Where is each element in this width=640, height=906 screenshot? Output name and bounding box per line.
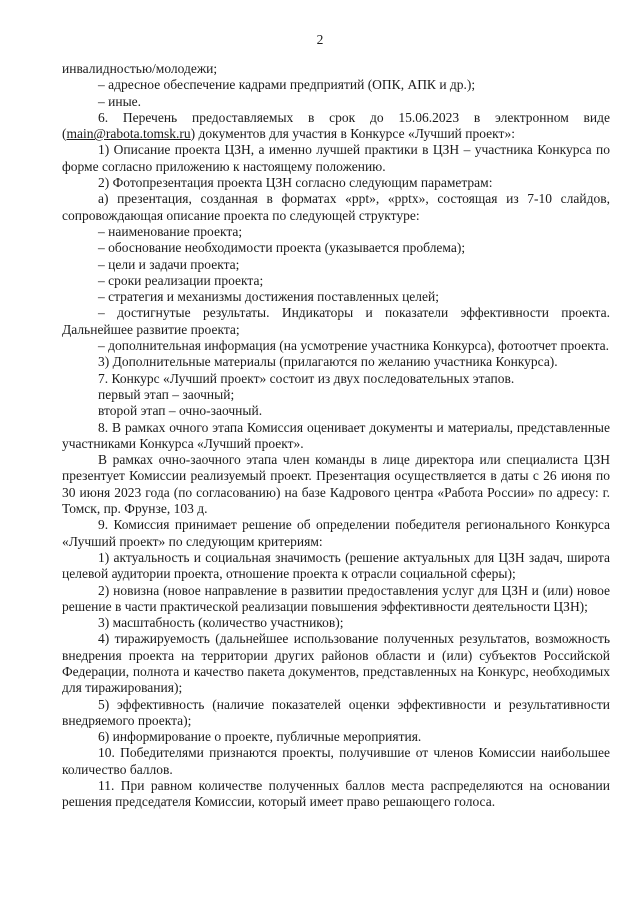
email-link[interactable]: main@rabota.tomsk.ru [66, 126, 191, 142]
criterion-6: 6) информирование о проекте, публичные мероприятия. [98, 729, 422, 745]
structure-item-rationale: – обоснование необходимости проекта (указывается проблема); [98, 240, 466, 256]
page-number: 2 [316, 32, 324, 47]
structure-item-strategy: – стратегия и механизмы достижения поставленных целей; [98, 289, 440, 305]
paragraph-6-text-before: 6. Перечень предоставляемых в срок до 15.06.2023 в электронном виде ( [62, 109, 610, 142]
paragraph-continuation: инвалидностью/молодежи; [62, 61, 218, 76]
criterion-2: 2) новизна (новое направление в развитии предоставления услуг для ЦЗН и (или) новое решение в части практической реализации повышения эффективности деятельности ЦЗН); [62, 582, 610, 614]
paragraph-8-presentation: В рамках очно-заочного этапа член команды в лице директора или специалиста ЦЗН презентует Комиссии реализуемый проект. Презентация осуществляется в даты с 26 июня по 30 июня 2023 года (по согласованию) на базе Кадрового центра «Работа России» по адресу: г. Томск, пр. Фрунзе, 103 д. [62, 452, 610, 517]
document-body [62, 61, 610, 811]
paragraph-6-text-after: ) документов для участия в Конкурсе «Лучший проект»: [190, 126, 515, 142]
paragraph-8: 8. В рамках очного этапа Комиссия оценивает документы и материалы, представленные участниками Конкурса «Лучший проект». [62, 419, 610, 451]
criterion-4: 4) тиражируемость (дальнейшее использование полученных результатов, возможность внедрения проекта на территории других районов области и (или) субъектов Российской Федерации, полнота и качество пакета документов, представленных на Конкурс, необходимых для тиражирования); [62, 631, 610, 696]
structure-item-name: – наименование проекта; [98, 223, 243, 239]
paragraph-6-3: 3) Дополнительные материалы (прилагаются по желанию участника Конкурса). [98, 354, 558, 370]
paragraph-6-2-a: а) презентация, созданная в форматах «ppt», «pptx», состоящая из 7-10 слайдов, сопровождающая описание проекта по следующей структуре: [62, 191, 610, 223]
criterion-3: 3) масштабность (количество участников); [98, 615, 344, 631]
criterion-1: 1) актуальность и социальная значимость (решение актуальных для ЦЗН задач, широта целевой аудитории проекта, отношение проекта к отрасли социальной сферы); [62, 549, 610, 582]
list-item-other: – иные. [98, 93, 142, 109]
paragraph-10: 10. Победителями признаются проекты, получившие от членов Комиссии наибольшее количество баллов. [62, 745, 610, 777]
paragraph-11: 11. При равном количестве полученных баллов места распределяются на основании решения председателя Комиссии, который имеет право решающего голоса. [62, 778, 610, 810]
structure-item-results: – достигнутые результаты. Индикаторы и показатели эффективности проекта. Дальнейшее развитие проекта; [62, 305, 610, 337]
structure-item-timeline: – сроки реализации проекта; [98, 272, 264, 288]
list-item-staffing: – адресное обеспечение кадрами предприятий (ОПК, АПК и др.); [98, 77, 476, 93]
stage-second: второй этап – очно-заочный. [98, 403, 263, 419]
structure-item-goals: – цели и задачи проекта; [98, 256, 240, 272]
paragraph-7: 7. Конкурс «Лучший проект» состоит из двух последовательных этапов. [98, 370, 515, 386]
criterion-5: 5) эффективность (наличие показателей оценки эффективности и результативности внедряемого проекта); [62, 696, 610, 728]
paragraph-6-2: 2) Фотопрезентация проекта ЦЗН согласно следующим параметрам: [98, 175, 493, 191]
paragraph-9: 9. Комиссия принимает решение об определении победителя регионального Конкурса «Лучший проект» по следующим критериям: [62, 517, 610, 549]
stage-first: первый этап – заочный; [98, 386, 235, 402]
structure-item-additional-info: – дополнительная информация (на усмотрение участника Конкурса), фотоотчет проекта. [98, 338, 610, 354]
paragraph-6 [62, 110, 610, 143]
paragraph-6-1: 1) Описание проекта ЦЗН, а именно лучшей практики в ЦЗН – участника Конкурса по форме согласно приложению к настоящему положению. [62, 142, 610, 174]
